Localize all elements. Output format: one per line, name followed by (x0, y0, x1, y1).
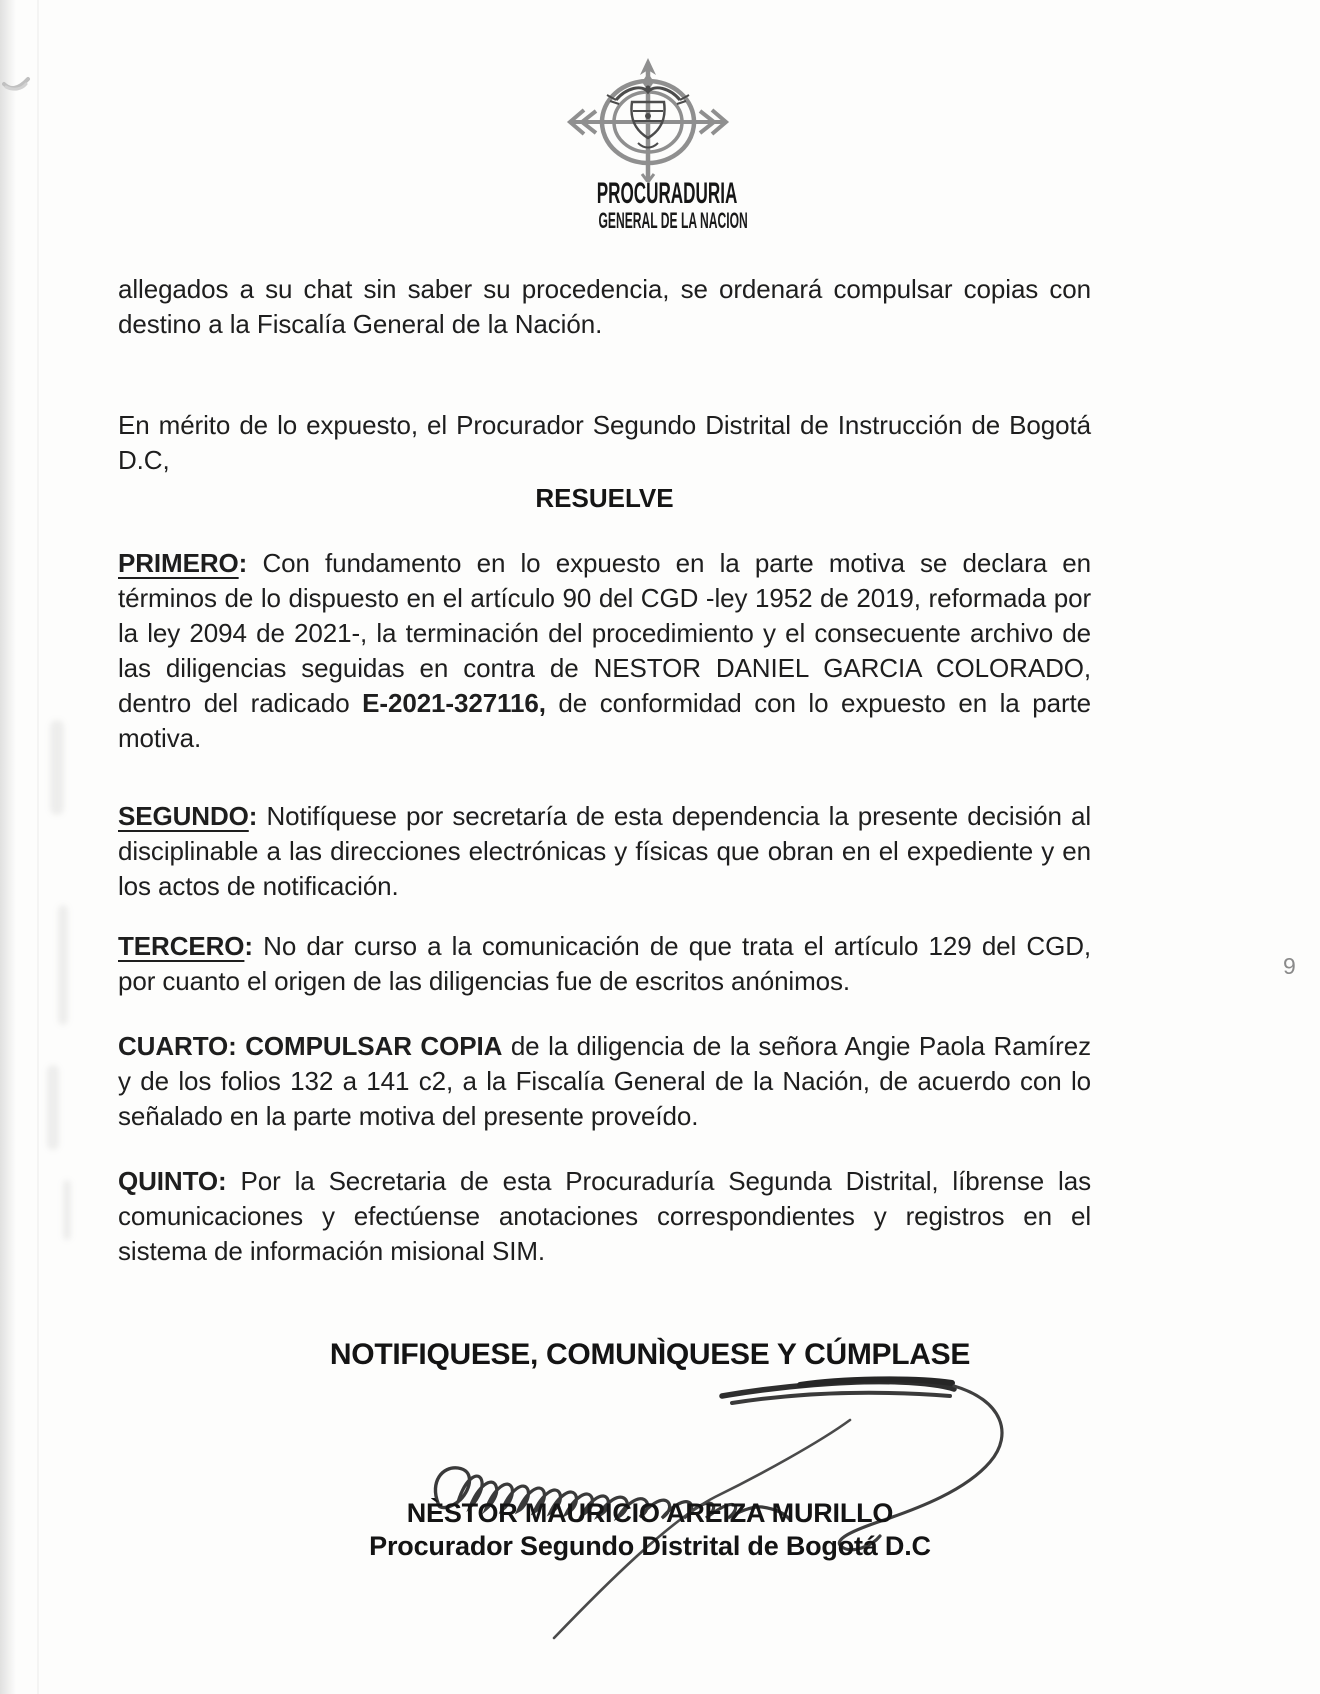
pencil-check-mark-icon (2, 62, 42, 98)
article-quinto-label: QUINTO (118, 1166, 219, 1196)
article-cuarto-label: CUARTO: COMPULSAR COPIA (118, 1031, 503, 1061)
article-segundo-text: Notifíquese por secretaría de esta dependencia la presente decisión al disciplinable a las direcciones electrónicas y físicas que obran en el expediente y en los actos de notificación. (118, 801, 1091, 901)
article-tercero-sep: : (244, 931, 264, 961)
order-line: NOTIFIQUESE, COMUNÌQUESE Y CÚMPLASE (329, 1338, 971, 1371)
scan-edge-shadow (0, 0, 16, 1694)
resolve-heading: RESUELVE (535, 483, 674, 513)
article-segundo-label: SEGUNDO (118, 801, 249, 831)
scan-smudge (50, 720, 64, 815)
signer-name: NÈSTOR MAURICIO AREIZA MURILLO (406, 1498, 894, 1528)
procuraduria-logo (558, 58, 748, 233)
article-quinto-text: Por la Secretaria de esta Procuraduría Segunda Distrital, líbrense las comunicaciones y efectúense anotaciones correspondientes y registros en el sistema de información misional SIM. (118, 1166, 1091, 1266)
article-primero-sep: : (238, 548, 263, 578)
procuraduria-emblem-icon (558, 58, 738, 182)
article-quinto-sep: : (218, 1166, 241, 1196)
article-primero-text-end: de conformidad con lo expuesto en la parte motiva. (118, 688, 1091, 753)
scan-smudge (58, 905, 68, 1025)
merit-paragraph: En mérito de lo expuesto, el Procurador Segundo Distrital de Instrucción de Bogotá D.C, (118, 410, 1091, 475)
article-cuarto-sep (502, 1031, 511, 1061)
intro-paragraph: allegados a su chat sin saber su procedencia, se ordenará compulsar copias con destino a la Fiscalía General de la Nación. (118, 274, 1091, 339)
scan-smudge (63, 1180, 71, 1240)
article-tercero-text: No dar curso a la comunicación de que trata el artículo 129 del CGD, por cuanto el origen de las diligencias fue de escritos anónimos. (118, 931, 1091, 996)
article-primero-label: PRIMERO (118, 548, 239, 578)
article-primero (118, 546, 1091, 756)
article-primero-text: Con fundamento en lo expuesto en la parte motiva se declara en términos de lo dispuesto en el artículo 90 del CGD -ley 1952 de 2019, reformada por la ley 2094 de 2021-, la terminación del procedimiento y el consecuente archivo de las diligencias seguidas en contra de NESTOR DANIEL GARCIA COLORADO, dentro del radicado (118, 548, 1091, 718)
article-cuarto (118, 1029, 1091, 1134)
scan-fold-line (37, 0, 39, 1694)
article-tercero-label: TERCERO (118, 931, 245, 961)
page-number: 9 (1283, 953, 1296, 979)
signature-block (250, 1497, 1050, 1563)
article-cuarto-text: de la diligencia de la señora Angie Paola Ramírez y de los folios 132 a 141 c2, a la Fiscalía General de la Nación, de acuerdo con lo señalado en la parte motiva del presente proveído. (118, 1031, 1091, 1131)
signer-title: Procurador Segundo Distrital de Bogotá D.C (369, 1531, 931, 1561)
logo-org-subtitle: GENERAL DE LA NACION (598, 208, 748, 233)
article-quinto (118, 1164, 1091, 1269)
article-segundo-sep: : (248, 801, 267, 831)
case-number: E-2021-327116, (362, 688, 546, 718)
logo-org-name: PROCURADURIA (596, 177, 738, 210)
scan-smudge (47, 1065, 59, 1150)
article-segundo (118, 799, 1091, 904)
article-tercero (118, 929, 1091, 999)
